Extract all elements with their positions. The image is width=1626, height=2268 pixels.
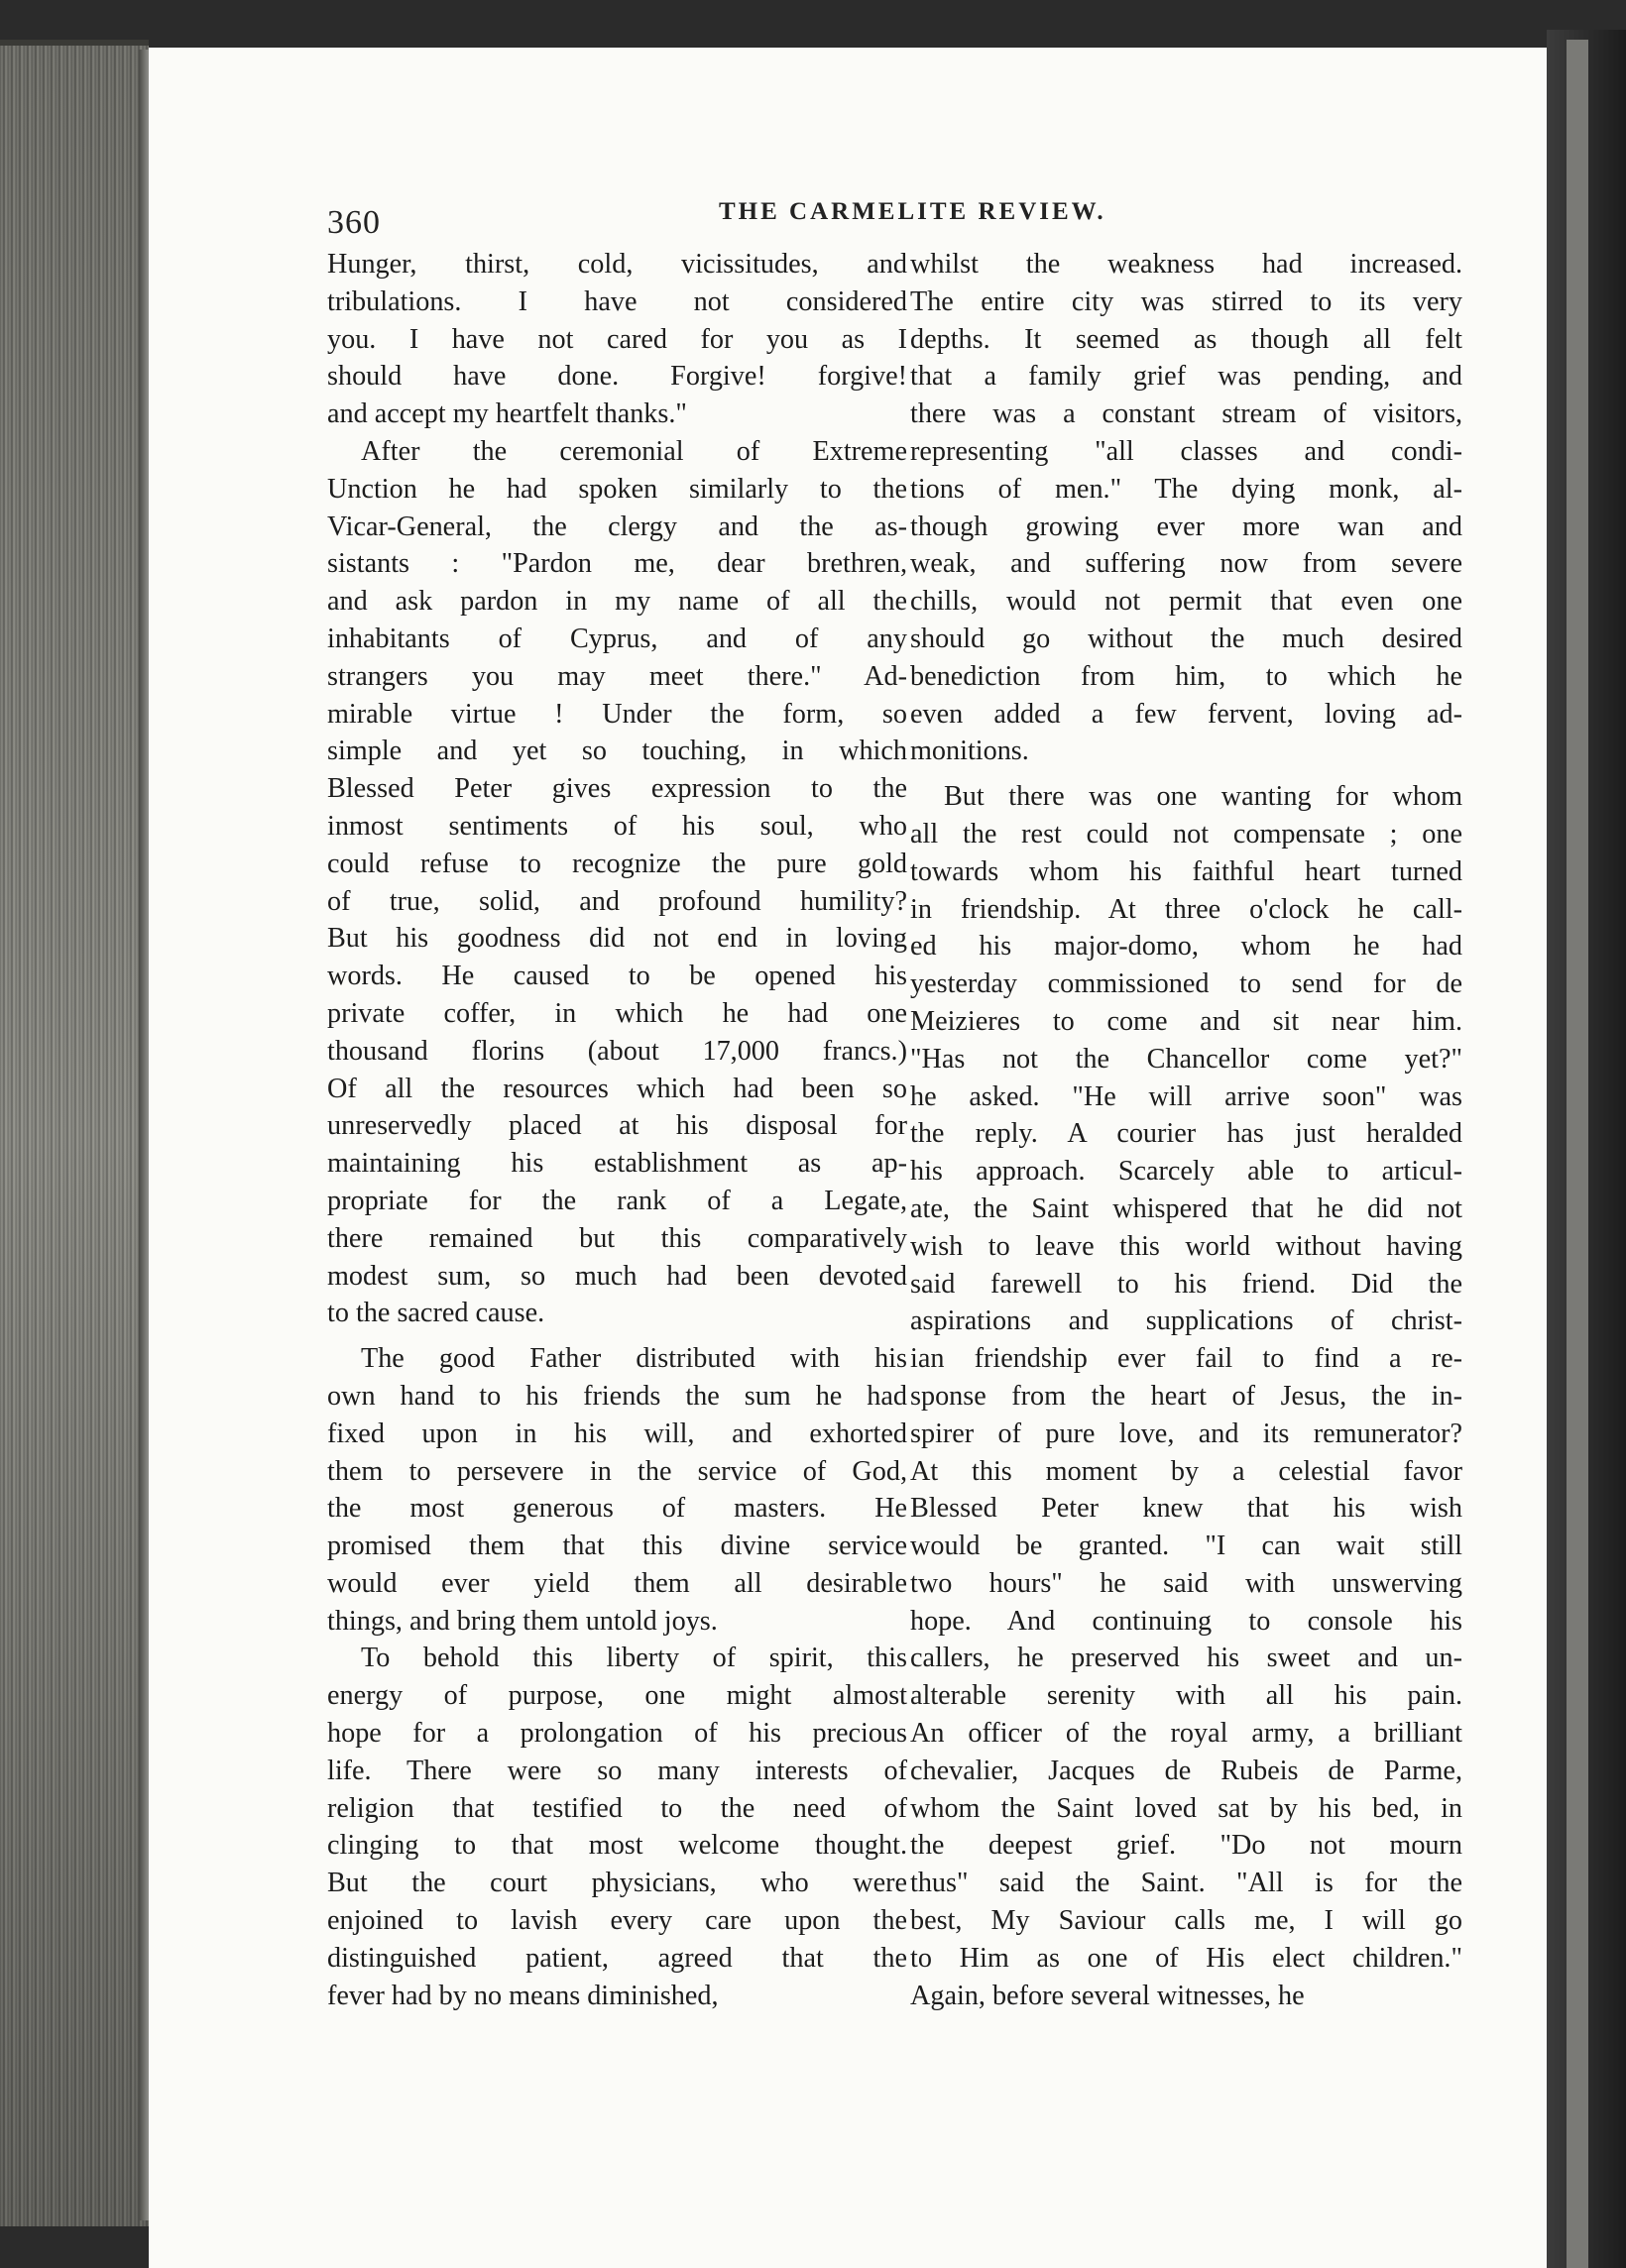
text-line: the most generous of masters. He [327, 1493, 907, 1525]
text-line: aspirations and supplications of christ- [910, 1305, 1462, 1337]
text-line: though growing ever more wan and [910, 510, 1462, 542]
page-number: 360 [327, 204, 381, 241]
right-text-column [910, 246, 1462, 2014]
text-line: hope. And continuing to console his [910, 1605, 1462, 1637]
text-line: tribulations. I have not considered [327, 285, 907, 317]
text-line: strangers you may meet there." Ad- [327, 660, 907, 692]
text-line: his approach. Scarcely able to articul- [910, 1156, 1462, 1188]
text-line: and ask pardon in my name of all the [327, 586, 907, 618]
text-line: inhabitants of Cyprus, and of any [327, 623, 907, 654]
text-line: fever had by no means diminished, [327, 1980, 719, 2011]
running-title: THE CARMELITE REVIEW. [719, 198, 1106, 225]
text-line: But the court physicians, who were [327, 1868, 907, 1899]
text-line: religion that testified to the need of [327, 1792, 907, 1824]
text-line: Meizieres to come and sit near him. [910, 1005, 1462, 1037]
text-line: monitions. [910, 736, 1029, 767]
text-line: there remained but this comparatively [327, 1222, 907, 1254]
text-line: maintaining his establishment as ap- [327, 1148, 907, 1180]
text-line: At this moment by a celestial favor [910, 1455, 1462, 1487]
text-line: The entire city was stirred to its very [910, 285, 1462, 317]
text-line: Unction he had spoken similarly to the [327, 473, 907, 505]
text-line: Again, before several witnesses, he [910, 1980, 1305, 2011]
text-line: representing "all classes and condi- [910, 435, 1462, 467]
text-line: unreservedly placed at his disposal for [327, 1110, 907, 1142]
text-line: the deepest grief. "Do not mourn [910, 1830, 1462, 1862]
text-line: to Him as one of His elect children." [910, 1942, 1462, 1974]
text-line: After the ceremonial of Extreme [361, 435, 907, 467]
text-line: private coffer, in which he had one [327, 997, 907, 1029]
text-line: should have done. Forgive! forgive! [327, 361, 907, 393]
text-line: distinguished patient, agreed that the [327, 1942, 907, 1974]
text-line: promised them that this divine service [327, 1531, 907, 1562]
text-line: fixed upon in his will, and exhorted [327, 1418, 907, 1449]
text-line: and accept my heartfelt thanks." [327, 398, 687, 430]
text-line: all the rest could not compensate ; one [910, 818, 1462, 850]
paragraph [910, 246, 1462, 770]
text-line: But there was one wanting for whom [944, 781, 1462, 813]
text-line: two hours" he said with unswerving [910, 1567, 1462, 1599]
text-line: Vicar-General, the clergy and the as- [327, 510, 907, 542]
text-line: best, My Saviour calls me, I will go [910, 1905, 1462, 1937]
text-line: An officer of the royal army, a brilliant [910, 1718, 1462, 1750]
text-line: enjoined to lavish every care upon the [327, 1905, 907, 1937]
text-line: callers, he preserved his sweet and un- [910, 1643, 1462, 1674]
text-line: tions of men." The dying monk, al- [910, 473, 1462, 505]
text-line: But his goodness did not end in loving [327, 923, 907, 955]
text-line: thousand florins (about 17,000 francs.) [327, 1035, 907, 1067]
text-line: there was a constant stream of visitors, [910, 398, 1462, 430]
text-line: benediction from him, to which he [910, 660, 1462, 692]
text-line: alterable serenity with all his pain. [910, 1680, 1462, 1712]
text-line: Blessed Peter gives expression to the [327, 773, 907, 805]
text-line: propriate for the rank of a Legate, [327, 1185, 907, 1216]
text-line: whilst the weakness had increased. [910, 249, 1462, 280]
text-line: depths. It seemed as though all felt [910, 323, 1462, 355]
page-header [327, 198, 1106, 241]
paragraph [327, 433, 907, 1332]
text-line: could refuse to recognize the pure gold [327, 848, 907, 879]
text-line: chevalier, Jacques de Rubeis de Parme, [910, 1755, 1462, 1786]
text-line: To behold this liberty of spirit, this [361, 1643, 907, 1674]
text-line: yesterday commissioned to send for de [910, 968, 1462, 1000]
text-line: clinging to that most welcome thought. [327, 1830, 907, 1862]
text-line: ian friendship ever fail to find a re- [910, 1343, 1462, 1375]
text-line: Blessed Peter knew that his wish [910, 1493, 1462, 1525]
text-line: The good Father distributed with his [361, 1343, 907, 1375]
text-line: to the sacred cause. [327, 1298, 545, 1329]
text-line: own hand to his friends the sum he had [327, 1380, 907, 1412]
text-line: the reply. A courier has just heralded [910, 1118, 1462, 1150]
facing-page-edge [1567, 40, 1588, 2268]
text-line: modest sum, so much had been devoted [327, 1260, 907, 1292]
paragraph [910, 778, 1462, 2014]
text-line: of true, solid, and profound humility? [327, 885, 907, 917]
paragraph [327, 1340, 907, 1640]
text-line: would ever yield them all desirable [327, 1567, 907, 1599]
text-line: should go without the much desired [910, 623, 1462, 654]
text-line: in friendship. At three o'clock he call- [910, 893, 1462, 925]
text-line: said farewell to his friend. Did the [910, 1268, 1462, 1300]
left-text-column [327, 246, 907, 2014]
text-line: sponse from the heart of Jesus, the in- [910, 1380, 1462, 1412]
text-line: spirer of pure love, and its remunerator? [910, 1418, 1462, 1449]
text-line: thus" said the Saint. "All is for the [910, 1868, 1462, 1899]
text-line: life. There were so many interests of [327, 1755, 907, 1786]
text-line: sistants : "Pardon me, dear brethren, [327, 548, 907, 580]
text-line: words. He caused to be opened his [327, 961, 907, 992]
text-line: inmost sentiments of his soul, who [327, 810, 907, 842]
text-line: weak, and suffering now from severe [910, 548, 1462, 580]
text-line: Hunger, thirst, cold, vicissitudes, and [327, 249, 907, 280]
text-line: ate, the Saint whispered that he did not [910, 1192, 1462, 1224]
text-line: "Has not the Chancellor come yet?" [910, 1043, 1462, 1075]
text-line: chills, would not permit that even one [910, 586, 1462, 618]
text-line: hope for a prolongation of his precious [327, 1718, 907, 1750]
book-page-edges [0, 40, 149, 2226]
text-line: ed his major-domo, whom he had [910, 931, 1462, 963]
paragraph [327, 1640, 907, 2014]
text-line: energy of purpose, one might almost [327, 1680, 907, 1712]
text-line: whom the Saint loved sat by his bed, in [910, 1792, 1462, 1824]
text-line: them to persevere in the service of God, [327, 1455, 907, 1487]
text-line: he asked. "He will arrive soon" was [910, 1080, 1462, 1112]
text-line: even added a few fervent, loving ad- [910, 698, 1462, 730]
text-line: Of all the resources which had been so [327, 1073, 907, 1104]
text-line: simple and yet so touching, in which [327, 736, 907, 767]
text-line: towards whom his faithful heart turned [910, 855, 1462, 887]
text-line: you. I have not cared for you as I [327, 323, 907, 355]
text-line: things, and bring them untold joys. [327, 1605, 718, 1637]
text-line: wish to leave this world without having [910, 1230, 1462, 1262]
paragraph [327, 246, 907, 433]
text-line: would be granted. "I can wait still [910, 1531, 1462, 1562]
text-line: that a family grief was pending, and [910, 361, 1462, 393]
text-line: mirable virtue ! Under the form, so [327, 698, 907, 730]
